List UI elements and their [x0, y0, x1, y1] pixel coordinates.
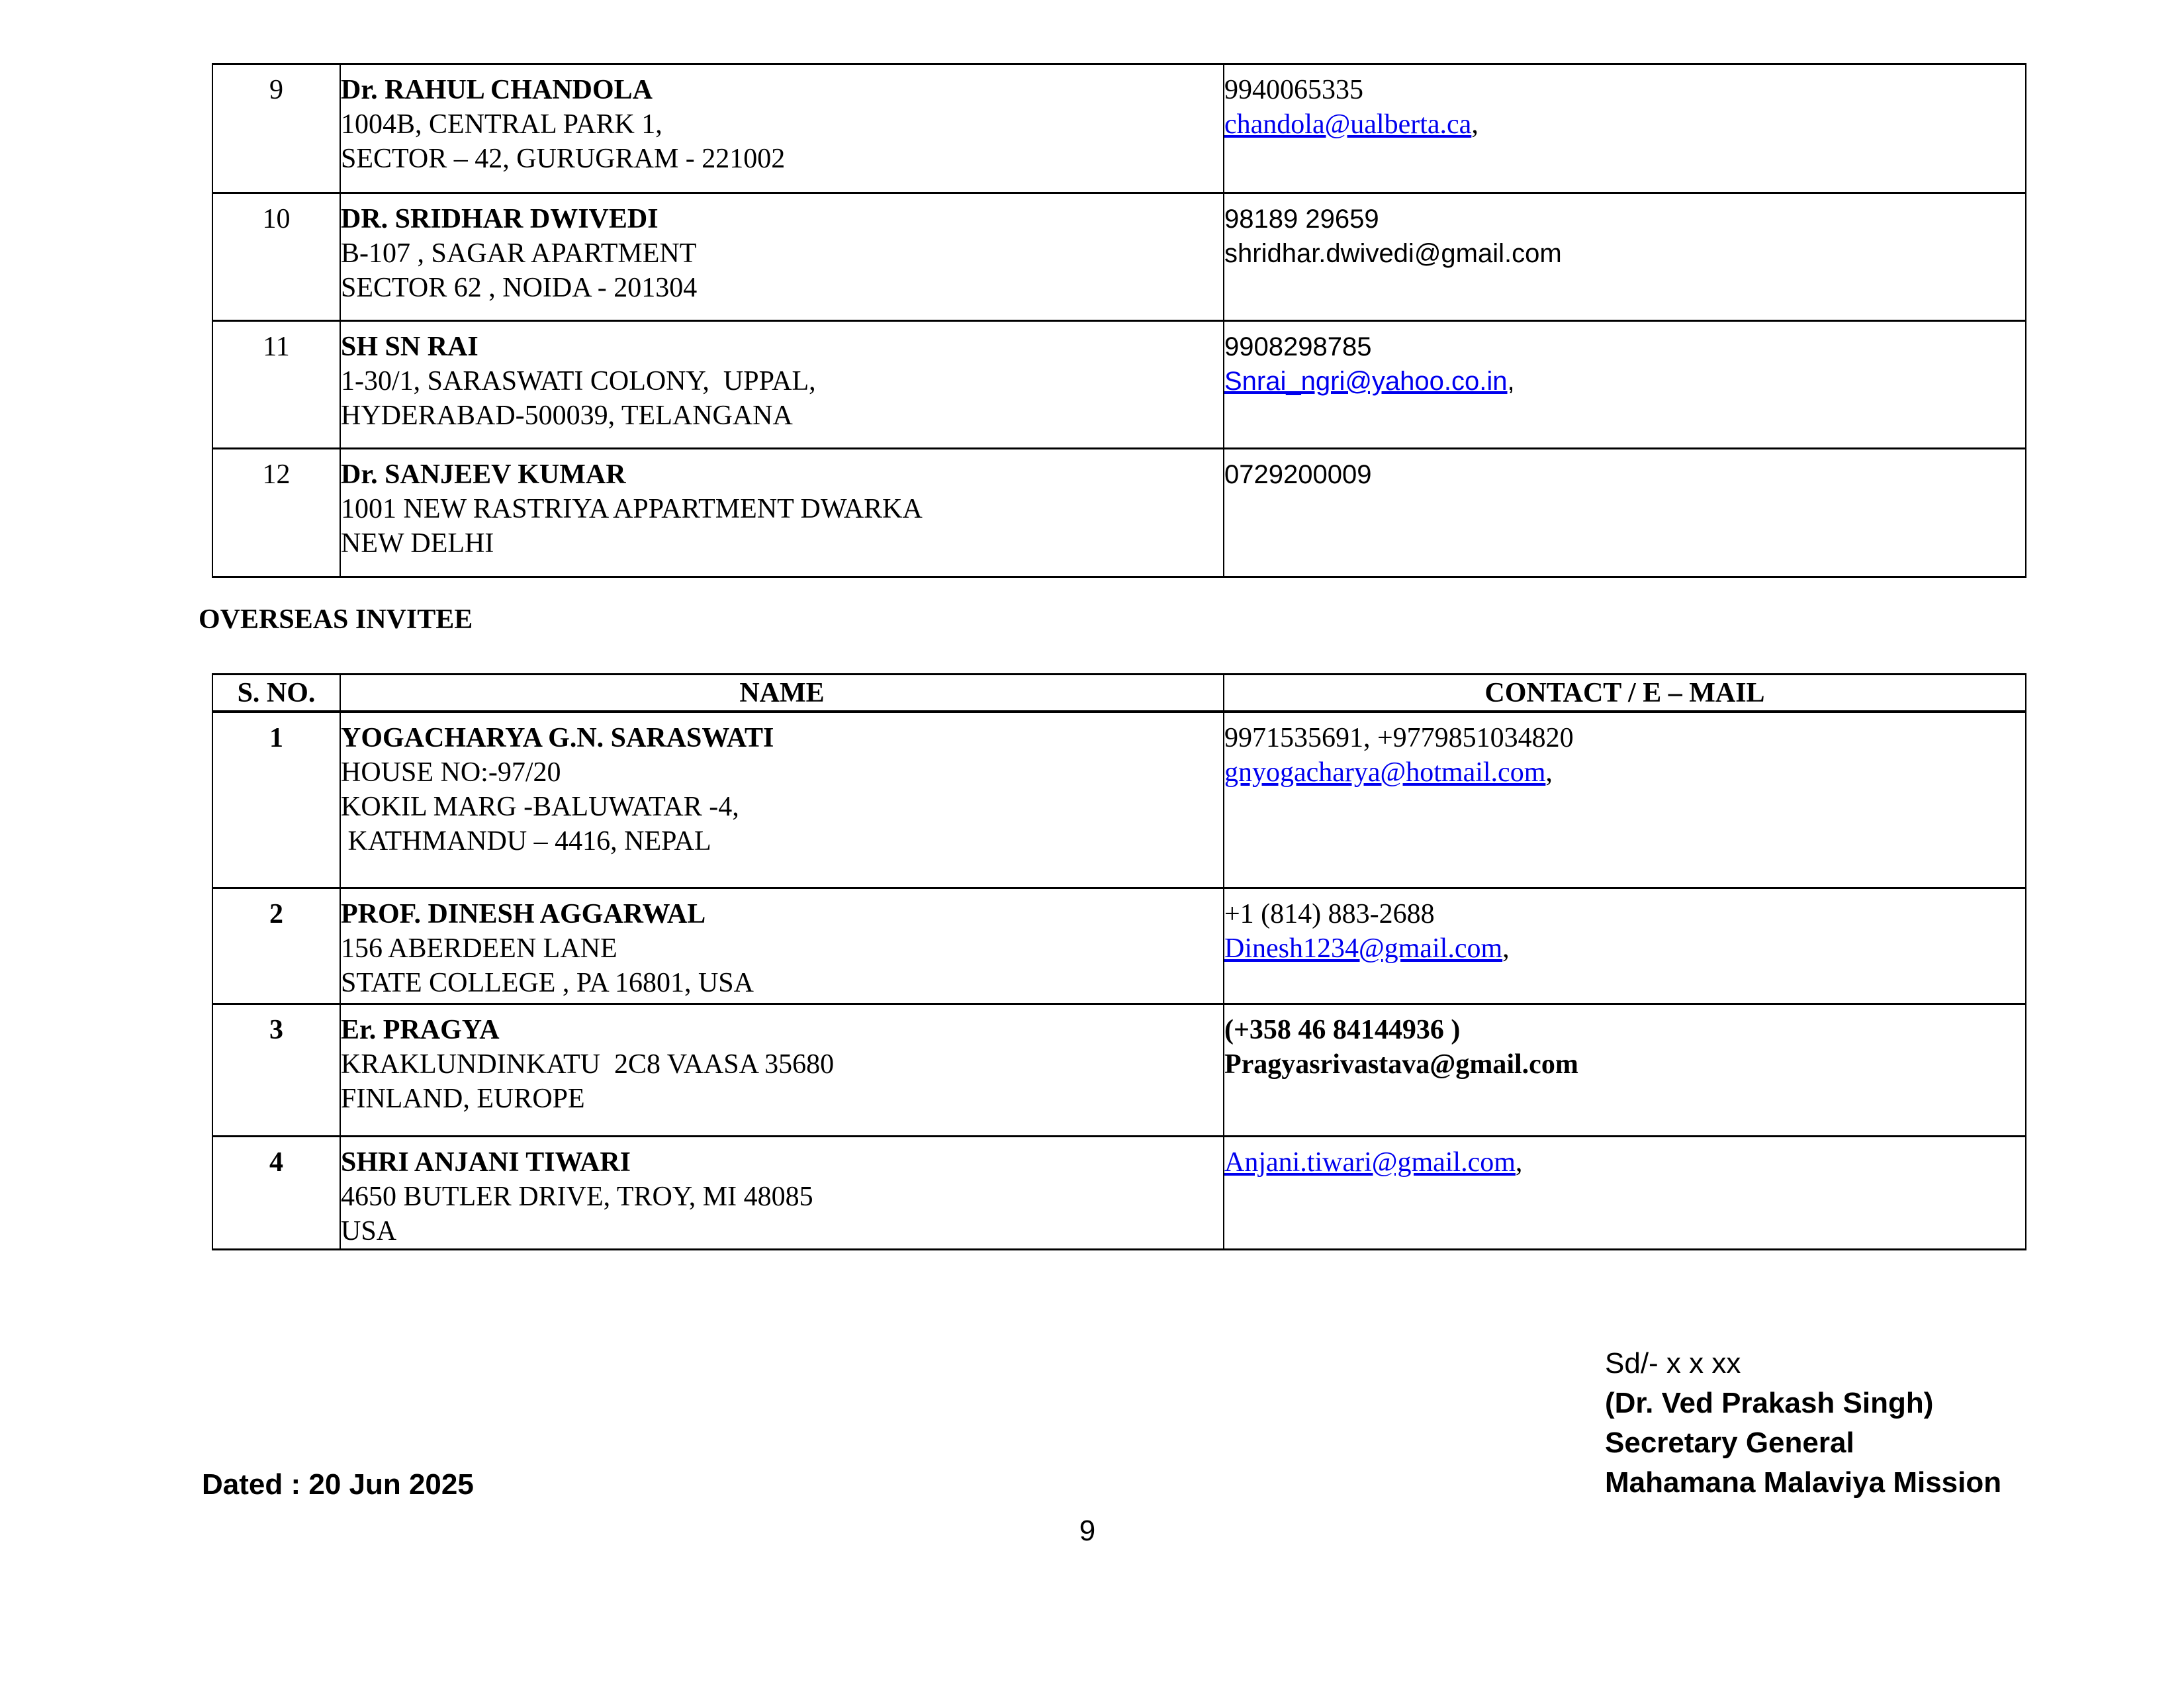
address-line: KATHMANDU – 4416, NEPAL: [341, 826, 711, 857]
signatory-org: Mahamana Malaviya Mission: [1605, 1466, 2002, 1499]
contact-cell: [1224, 1004, 2026, 1136]
phone-number: (+358 46 84144936 ): [1224, 1014, 1461, 1045]
email-suffix: ,: [1507, 367, 1515, 396]
name-cell: [340, 64, 1224, 193]
table-row: [212, 193, 2026, 321]
phone-number: 9971535691, +9779851034820: [1224, 723, 1574, 753]
name-cell: [340, 712, 1224, 888]
header-contact: CONTACT / E – MAIL: [1224, 675, 2026, 712]
address-line: FINLAND, EUROPE: [341, 1083, 585, 1114]
name-cell: [340, 193, 1224, 321]
invitee-name: DR. SRIDHAR DWIVEDI: [341, 204, 659, 234]
email-suffix: ,: [1515, 1147, 1523, 1178]
signatory-title: Secretary General: [1605, 1427, 1854, 1459]
name-cell: [340, 449, 1224, 577]
signature-block: [1605, 1344, 2001, 1503]
contact-cell: [1224, 712, 2026, 888]
invitee-name: Er. PRAGYA: [341, 1014, 500, 1045]
address-line: 1004B, CENTRAL PARK 1,: [341, 109, 662, 140]
overseas-invitee-table: [212, 673, 2026, 1250]
address-line: 4650 BUTLER DRIVE, TROY, MI 48085: [341, 1181, 813, 1212]
address-line: HYDERABAD-500039, TELANGANA: [341, 400, 793, 431]
sno-cell: 12: [212, 449, 340, 577]
phone-number: 0729200009: [1224, 460, 1372, 489]
contact-cell: [1224, 1136, 2026, 1249]
table-row: [212, 712, 2026, 888]
contact-cell: [1224, 449, 2026, 577]
invitee-name: YOGACHARYA G.N. SARASWATI: [341, 723, 774, 753]
invitee-name: SH SN RAI: [341, 332, 478, 362]
table-header-row: [212, 675, 2026, 712]
domestic-invitee-table: [212, 63, 2026, 578]
contact-cell: [1224, 64, 2026, 193]
email-text: shridhar.dwivedi@gmail.com: [1224, 239, 1562, 268]
phone-number: 98189 29659: [1224, 205, 1379, 234]
address-line: SECTOR – 42, GURUGRAM - 221002: [341, 144, 786, 174]
signatory-name: (Dr. Ved Prakash Singh): [1605, 1387, 1934, 1419]
table-row: [212, 64, 2026, 193]
table-row: [212, 1004, 2026, 1136]
phone-number: +1 (814) 883-2688: [1224, 898, 1435, 929]
sno-cell: 3: [212, 1004, 340, 1136]
phone-number: 9940065335: [1224, 75, 1363, 105]
sno-cell: 4: [212, 1136, 340, 1249]
table-row: [212, 888, 2026, 1004]
address-line: USA: [341, 1215, 397, 1246]
name-cell: [340, 1004, 1224, 1136]
address-line: B-107 , SAGAR APARTMENT: [341, 238, 697, 269]
invitee-name: Dr. SANJEEV KUMAR: [341, 459, 626, 490]
header-sno: S. NO.: [212, 675, 340, 712]
sno-cell: 10: [212, 193, 340, 321]
email-link[interactable]: Anjani.tiwari@gmail.com: [1224, 1147, 1516, 1178]
address-line: 1001 NEW RASTRIYA APPARTMENT DWARKA: [341, 494, 923, 524]
name-cell: [340, 1136, 1224, 1249]
email-suffix: ,: [1545, 757, 1553, 788]
address-line: NEW DELHI: [341, 528, 494, 559]
sno-cell: 9: [212, 64, 340, 193]
table-row: [212, 1136, 2026, 1249]
signature-sd-line: Sd/- x x xx: [1605, 1347, 1741, 1380]
address-line: KRAKLUNDINKATU 2C8 VAASA 35680: [341, 1049, 835, 1080]
section-heading: OVERSEAS INVITEE: [199, 604, 473, 635]
email-link[interactable]: Snrai_ngri@yahoo.co.in: [1224, 367, 1508, 396]
contact-cell: [1224, 193, 2026, 321]
address-line: 1-30/1, SARASWATI COLONY, UPPAL,: [341, 366, 816, 397]
sno-cell: 1: [212, 712, 340, 888]
address-line: SECTOR 62 , NOIDA - 201304: [341, 273, 698, 303]
email-link[interactable]: Dinesh1234@gmail.com: [1224, 933, 1503, 964]
name-cell: [340, 888, 1224, 1004]
header-name: NAME: [340, 675, 1224, 712]
contact-cell: [1224, 321, 2026, 449]
sno-cell: 11: [212, 321, 340, 449]
phone-number: 9908298785: [1224, 332, 1372, 361]
invitee-name: SHRI ANJANI TIWARI: [341, 1147, 631, 1178]
address-line: STATE COLLEGE , PA 16801, USA: [341, 967, 754, 998]
name-cell: [340, 321, 1224, 449]
table-row: [212, 321, 2026, 449]
address-line: KOKIL MARG -BALUWATAR -4,: [341, 792, 739, 822]
address-line: 156 ABERDEEN LANE: [341, 933, 617, 964]
email-link[interactable]: chandola@ualberta.ca: [1224, 109, 1472, 140]
email-link[interactable]: gnyogacharya@hotmail.com: [1224, 757, 1546, 788]
email-suffix: ,: [1471, 109, 1479, 140]
contact-cell: [1224, 888, 2026, 1004]
invitee-name: PROF. DINESH AGGARWAL: [341, 898, 706, 929]
email-text: Pragyasrivastava@gmail.com: [1224, 1049, 1578, 1080]
table-row: [212, 449, 2026, 577]
dated-line: Dated : 20 Jun 2025: [202, 1468, 474, 1501]
address-line: HOUSE NO:-97/20: [341, 757, 561, 788]
page-number: 9: [1079, 1515, 1096, 1547]
email-suffix: ,: [1502, 933, 1510, 964]
sno-cell: 2: [212, 888, 340, 1004]
invitee-name: Dr. RAHUL CHANDOLA: [341, 75, 653, 105]
